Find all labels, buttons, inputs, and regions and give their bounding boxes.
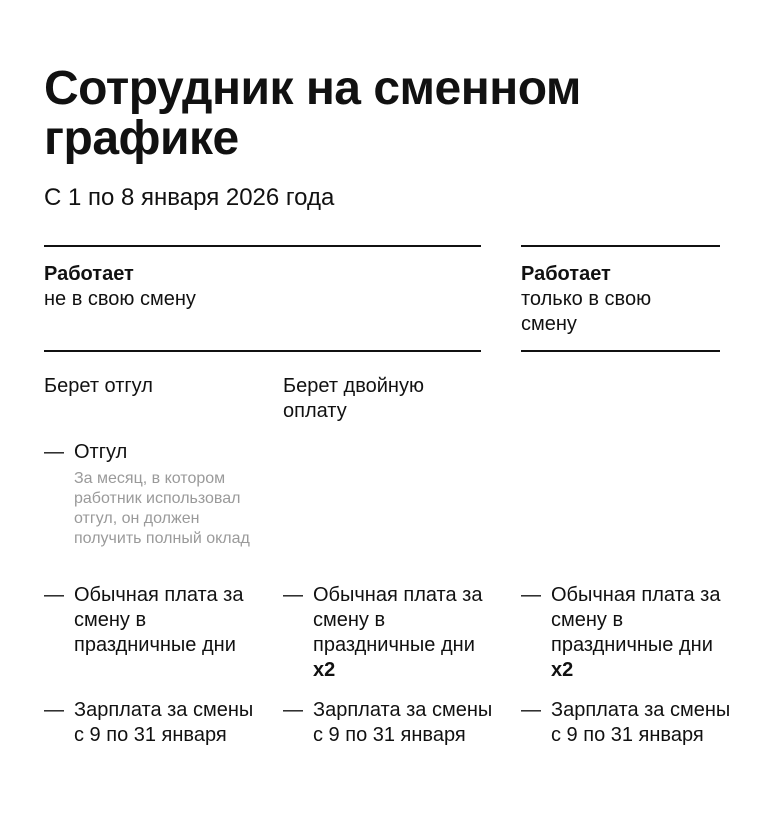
col1-item-day-off	[44, 440, 259, 549]
group-a-heading: Работает	[44, 263, 134, 285]
col3-item-salary-label: Зарплата за смены с 9 по 31 января	[551, 699, 731, 746]
divider-top-left	[44, 245, 481, 247]
group-b-description: только в свою смену	[521, 288, 652, 335]
col2-item-holiday-pay	[283, 583, 493, 683]
col2-multiplier: x2	[313, 659, 336, 681]
dash-marker: —	[44, 441, 64, 463]
col1-title: Берет отгул	[44, 375, 153, 397]
col2-item-salary-label: Зарплата за смены с 9 по 31 января	[313, 699, 493, 746]
dash-marker: —	[44, 699, 64, 721]
dash-marker: —	[521, 699, 541, 721]
group-b-header	[521, 262, 691, 337]
page-title: Сотрудник на сменном графике	[44, 62, 581, 165]
col3-item-holiday-pay-label: Обычная плата за смену в праздничные дни	[551, 584, 721, 656]
dash-marker: —	[44, 584, 64, 606]
col1-item-holiday-pay	[44, 583, 259, 658]
col1-item-salary-label: Зарплата за смены с 9 по 31 января	[74, 699, 254, 746]
divider-top-right	[521, 245, 720, 247]
dash-marker: —	[283, 584, 303, 606]
col1-item-day-off-note: За месяц, в котором работник использовал отгул, он должен получить полный оклад	[74, 470, 250, 547]
dash-marker: —	[521, 584, 541, 606]
group-b-heading: Работает	[521, 263, 611, 285]
col3-item-salary	[521, 698, 736, 748]
col2-item-holiday-pay-label: Обычная плата за смену в праздничные дни	[313, 584, 483, 656]
divider-mid-left	[44, 350, 481, 352]
col2-item-salary	[283, 698, 498, 748]
page-subtitle: С 1 по 8 января 2026 года	[44, 184, 335, 211]
dash-marker: —	[283, 699, 303, 721]
col1-item-day-off-label: Отгул	[74, 441, 128, 463]
col3-multiplier: x2	[551, 659, 574, 681]
col3-item-holiday-pay	[521, 583, 736, 683]
group-a-header	[44, 262, 481, 312]
col1-item-holiday-pay-label: Обычная плата за смену в праздничные дни	[74, 584, 244, 656]
divider-mid-right	[521, 350, 720, 352]
col2-title: Берет двойную оплату	[283, 375, 424, 422]
col1-item-salary	[44, 698, 259, 748]
group-a-description: не в свою смену	[44, 288, 196, 310]
